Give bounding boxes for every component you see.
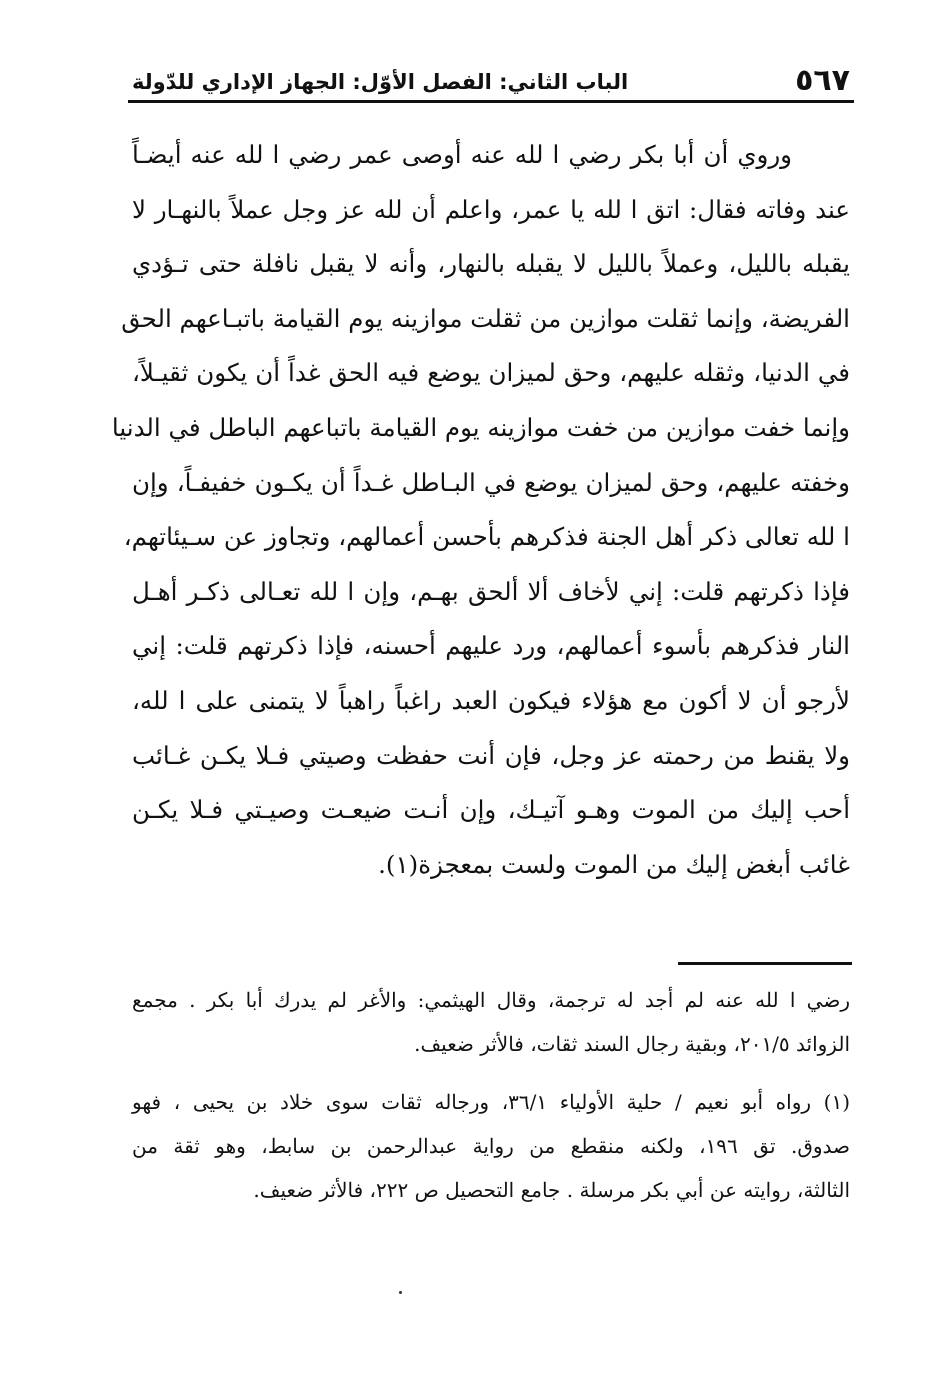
page-header <box>128 60 854 103</box>
footnotes <box>132 978 850 1212</box>
footnote-line: صدوق. تق ١٩٦، ولكنه منقطع من رواية عبدالرحمن بن سابط، وهو ثقة من <box>132 1134 850 1158</box>
text-line: غائب أبغض إليك من الموت ولست بمعجزة(١). <box>378 849 850 879</box>
footnote-line: الزوائد ٢٠١/٥، وبقية رجال السند ثقات، فالأثر ضعيف. <box>414 1032 850 1056</box>
page-number: ٥٦٧ <box>795 63 850 98</box>
text-line: أحب إليك من الموت وهـو آتيـك، وإن أنـت ضيعـت وصيـتي فـلا يكـن <box>132 795 850 825</box>
running-title: الباب الثاني: الفصل الأوّل: الجهاز الإداري للدّولة <box>132 70 629 94</box>
footnote-line: (١) رواه أبو نعيم / حلية الأولياء ٣٦/١، ورجاله ثقات سوى خلاد بن يحيى ، فهو <box>132 1090 850 1114</box>
main-text <box>111 128 850 892</box>
text-line: ولا يقنط من رحمته عز وجل، فإن أنت حفظت وصيتي فـلا يكـن غـائب <box>132 740 850 770</box>
text-line: النار فذكرهم بأسوء أعمالهم، ورد عليهم أحسنه، فإذا ذكرتهم قلت: إني <box>132 631 850 661</box>
text-line: يقبله بالليل، وعملاً بالليل لا يقبله بالنهار، وأنه لا يقبل نافلة حتى تـؤدي <box>132 249 850 279</box>
footnote-line: رضي ا لله عنه لم أجد له ترجمة، وقال الهيثمي: والأغر لم يدرك أبا بكر . مجمع <box>132 988 850 1012</box>
text-line: عند وفاته فقال: اتق ا لله يا عمر، واعلم أن لله عز وجل عملاً بالنهـار لا <box>132 194 850 224</box>
text-line: فإذا ذكرتهم قلت: إني لأخاف ألا ألحق بهـم، وإن ا لله تعـالى ذكـر أهـل <box>132 576 850 606</box>
text-line: الفريضة، وإنما ثقلت موازين من ثقلت موازينه يوم القيامة باتبـاعهم الحق <box>121 303 850 333</box>
text-line: وروي أن أبا بكر رضي ا لله عنه أوصى عمر رضي ا لله عنه أيضـاً <box>132 140 792 169</box>
text-line: لأرجو أن لا أكون مع هؤلاء فيكون العبد راغباً راهباً لا يتمنى على ا لله، <box>132 685 850 715</box>
text-line: وخفته عليهم، وحق لميزان يوضع في البـاطل غـداً أن يكـون خفيفـاً، وإن <box>132 467 850 497</box>
footnote-line: الثالثة، روايته عن أبي بكر مرسلة . جامع التحصيل ص ٢٢٢، فالأثر ضعيف. <box>253 1178 850 1202</box>
scan-speck <box>399 1291 402 1294</box>
text-line: ا لله تعالى ذكر أهل الجنة فذكرهم بأحسن أعمالهم، وتجاوز عن سـيئاتهم، <box>123 522 850 552</box>
text-line: وإنما خفت موازين من خفت موازينه يوم القيامة باتباعهم الباطل في الدنيا <box>111 412 850 442</box>
text-line: في الدنيا، وثقله عليهم، وحق لميزان يوضع فيه الحق غداً أن يكون ثقيـلاً، <box>132 358 850 388</box>
footnote-divider <box>678 962 852 965</box>
